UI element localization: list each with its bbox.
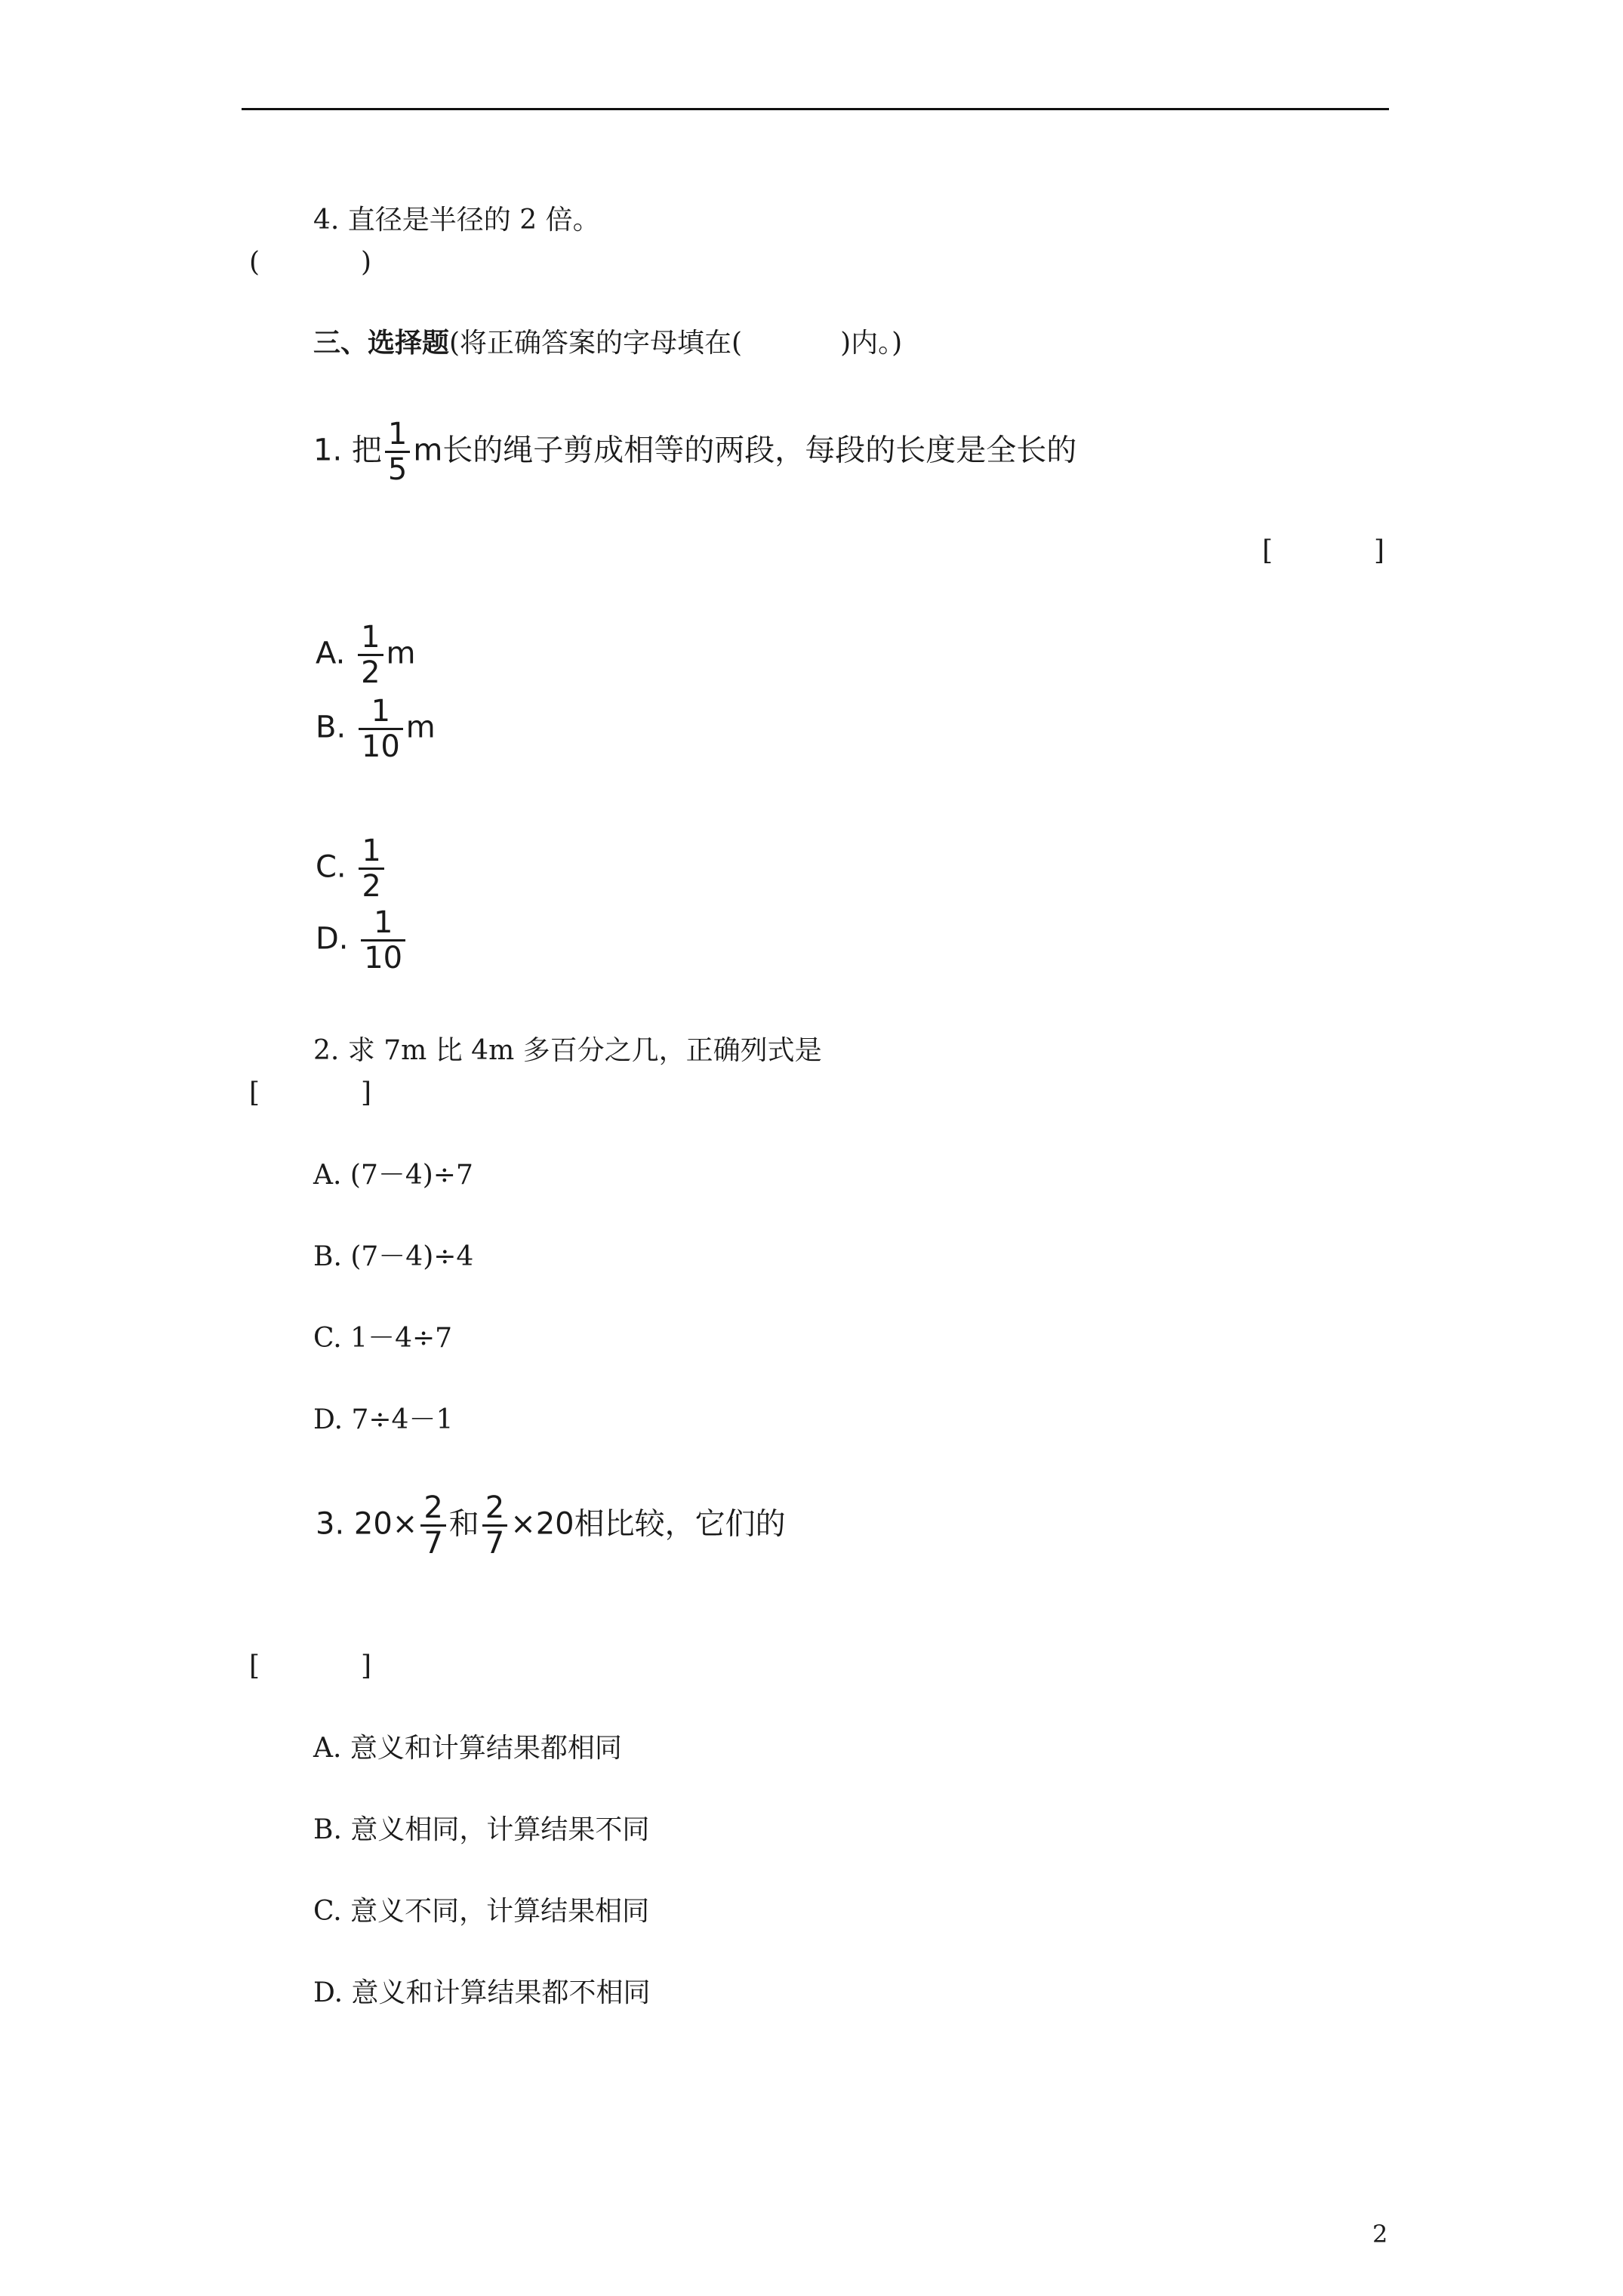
option-label: D. (313, 1404, 343, 1435)
frac-num: 1 (361, 906, 405, 942)
q1-number: 1. 把 (313, 433, 382, 468)
q1-option-b[interactable] (316, 695, 436, 763)
judge-question-4: 4. 直径是半径的 2 倍。 (313, 205, 600, 236)
option-label: C. (316, 849, 346, 885)
option-fraction (358, 621, 383, 689)
q1-text: m长的绳子剪成相等的两段，每段的长度是全长的 (413, 433, 1077, 468)
q1-option-c[interactable] (316, 834, 387, 903)
q1-bracket-open: [ (1262, 535, 1273, 566)
answer-paren-open: ( (249, 247, 260, 278)
section-heading (313, 326, 902, 360)
frac-den: 10 (364, 941, 403, 975)
option-label: D. (313, 1977, 343, 2008)
q1-bracket-close: ] (1374, 535, 1385, 566)
option-label: B. (313, 1241, 342, 1272)
frac-den: 2 (361, 655, 380, 690)
q1-option-d[interactable] (316, 906, 408, 975)
q3-bracket-open: [ (249, 1650, 260, 1681)
frac-den: 2 (362, 869, 381, 904)
q3-option-d[interactable] (313, 1977, 651, 2010)
q2-option-a[interactable] (313, 1159, 473, 1192)
q1-frac-den: 5 (387, 452, 408, 487)
option-text: 意义不同，计算结果相同 (350, 1896, 650, 1927)
q1-frac-num: 1 (385, 418, 410, 453)
answer-paren-close: ) (361, 247, 372, 278)
q2-option-c[interactable] (313, 1322, 452, 1355)
q3-option-a[interactable] (313, 1732, 622, 1765)
frac-num: 2 (482, 1491, 507, 1527)
frac-den: 7 (485, 1526, 505, 1561)
header-rule (242, 108, 1389, 110)
frac-den: 7 (423, 1526, 443, 1561)
q2-option-d[interactable] (313, 1404, 453, 1437)
q3-part3: ×20相比较，它们的 (510, 1506, 786, 1542)
q2-option-b[interactable] (313, 1240, 473, 1274)
option-text: 意义和计算结果都不相同 (351, 1977, 651, 2008)
question-1 (313, 418, 1076, 486)
q1-fraction (385, 418, 410, 486)
option-label: A. (313, 1160, 342, 1191)
question-2: 2. 求 7m 比 4m 多百分之几，正确列式是 (313, 1035, 822, 1066)
page-number: 2 (1372, 2220, 1388, 2248)
option-label: A. (313, 1733, 342, 1764)
q2-bracket-open: [ (249, 1077, 260, 1108)
option-text: 意义和计算结果都相同 (350, 1733, 622, 1764)
option-fraction (359, 834, 383, 903)
option-label: B. (316, 710, 346, 745)
option-text: 7÷4－1 (351, 1404, 454, 1435)
option-unit: m (386, 636, 416, 671)
option-label: C. (313, 1896, 342, 1927)
section-instruction-open: (将正确答案的字母填在( (449, 328, 743, 359)
option-unit: m (405, 710, 436, 745)
q1-option-a[interactable] (316, 621, 416, 689)
q3-part1: 20× (353, 1506, 418, 1542)
question-3 (316, 1491, 786, 1560)
q3-option-c[interactable] (313, 1895, 649, 1928)
frac-num: 2 (420, 1491, 445, 1527)
option-text: (7－4)÷4 (350, 1241, 474, 1272)
section-title: 三、选择题 (313, 327, 450, 359)
option-text: (7－4)÷7 (350, 1160, 473, 1191)
frac-num: 1 (358, 621, 383, 656)
option-fraction (359, 695, 403, 763)
frac-num: 1 (359, 695, 403, 730)
q3-bracket-close: ] (361, 1650, 372, 1681)
frac-num: 1 (359, 834, 383, 870)
option-label: D. (316, 921, 349, 957)
q3-part2: 和 (448, 1506, 479, 1542)
q3-number: 3. (316, 1506, 345, 1542)
option-fraction (361, 906, 405, 975)
option-label: C. (313, 1323, 342, 1354)
option-text: 意义相同，计算结果不同 (350, 1814, 650, 1845)
option-label: A. (316, 636, 346, 671)
q3-option-b[interactable] (313, 1814, 649, 1847)
option-label: B. (313, 1814, 342, 1845)
frac-den: 10 (361, 729, 400, 764)
option-text: 1－4÷7 (350, 1323, 453, 1354)
q2-bracket-close: ] (361, 1077, 372, 1108)
q3-fraction-1 (420, 1491, 445, 1560)
section-instruction-close: )内。) (840, 328, 903, 359)
q3-fraction-2 (482, 1491, 507, 1560)
